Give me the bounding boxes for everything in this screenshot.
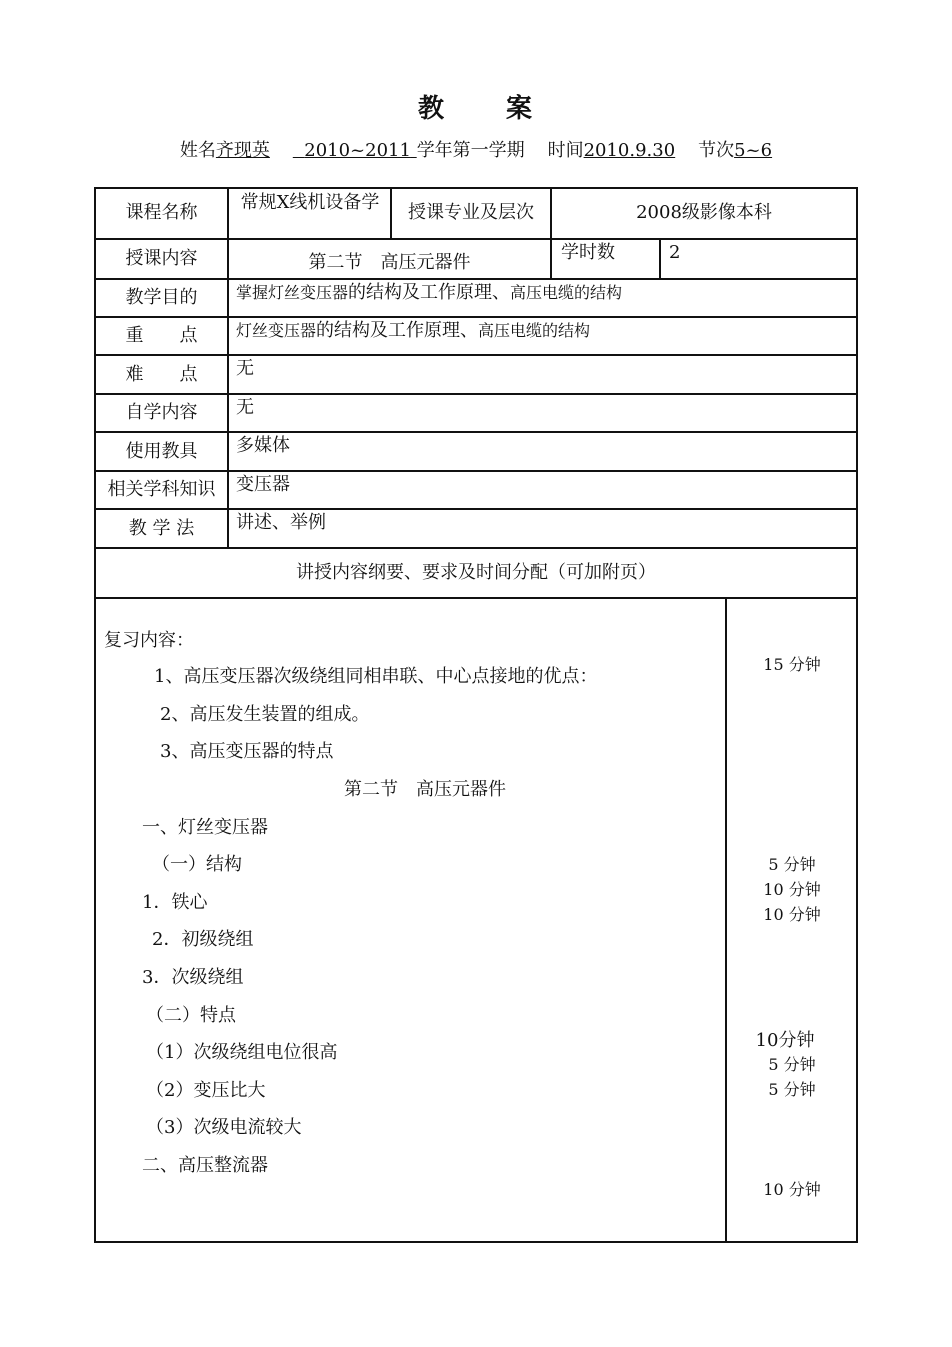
outline-item: 1．铁心: [142, 892, 208, 913]
period-label: 节次: [698, 140, 735, 161]
major-value: 2008级影像本科: [636, 202, 772, 223]
related-knowledge-value: 变压器: [236, 474, 290, 495]
tools-value: 多媒体: [236, 435, 290, 456]
col-divider: [550, 187, 552, 279]
outline-item: （3）次级电流较大: [146, 1117, 302, 1138]
self-study-value: 无: [236, 397, 254, 418]
header-info: [0, 136, 952, 162]
row-divider: [94, 470, 858, 472]
review-item-2: 2、高压发生装置的组成。: [160, 704, 370, 725]
key-point-label: 重 点: [125, 325, 198, 346]
section-heading: 第二节 高压元器件: [344, 779, 506, 800]
row-divider: [94, 431, 858, 433]
time-allocation: 5 分钟: [768, 1055, 816, 1074]
time-allocation: 15 分钟: [763, 655, 821, 674]
review-item-1: 1、高压变压器次级绕组同相串联、中心点接地的优点：: [154, 666, 598, 687]
tools-label: 使用教具: [125, 441, 198, 462]
outline-item: 2．初级绕组: [152, 929, 254, 950]
title-char-2: 案: [506, 94, 535, 124]
key-point-value: 灯丝变压器的结构及工作原理、高压电缆的结构: [236, 320, 591, 341]
term-year: 2010~2011: [304, 140, 411, 161]
row-divider: [94, 354, 858, 356]
outline-item: （1）次级绕组电位很高: [146, 1042, 338, 1063]
content-value: 第二节 高压元器件: [308, 252, 471, 273]
review-item-3: 3、高压变压器的特点: [160, 741, 334, 762]
related-knowledge-label: 相关学科知识: [107, 479, 216, 500]
term-text: 学年第一学期: [416, 140, 525, 161]
outline-item: 3．次级绕组: [142, 967, 244, 988]
document-title: [0, 88, 952, 125]
time-allocation: 10分钟: [755, 1030, 815, 1051]
time-allocation: 5 分钟: [768, 1080, 816, 1099]
row-divider: [94, 278, 858, 280]
review-heading: 复习内容：: [104, 630, 194, 651]
outline-item: （2）变压比大: [146, 1080, 266, 1101]
difficulty-value: 无: [236, 358, 254, 379]
time-allocation: 10 分钟: [763, 1180, 821, 1199]
col-divider: [227, 187, 229, 548]
major-label: 授课专业及层次: [408, 202, 534, 223]
outline-item: （一）结构: [152, 854, 242, 875]
course-name-value: 常规X线机设备学: [240, 192, 380, 213]
title-char-1: 教: [417, 94, 446, 124]
goal-label: 教学目的: [125, 287, 198, 308]
teacher-name: 齐现英: [215, 140, 270, 161]
row-divider: [94, 547, 858, 549]
course-name-label: 课程名称: [125, 202, 198, 223]
hours-value: 2: [669, 242, 681, 263]
row-divider: [94, 316, 858, 318]
time-allocation: 5 分钟: [768, 855, 816, 874]
outline-header: 讲授内容纲要、要求及时间分配（可加附页）: [296, 562, 656, 583]
name-label: 姓名: [179, 140, 216, 161]
teaching-method-label: 教 学 法: [128, 518, 195, 539]
row-divider: [94, 238, 858, 240]
difficulty-label: 难 点: [125, 364, 198, 385]
col-divider: [659, 239, 661, 279]
outline-item: 一、灯丝变压器: [142, 817, 268, 838]
content-label: 授课内容: [125, 248, 198, 269]
row-divider: [94, 393, 858, 395]
hours-label: 学时数: [561, 242, 615, 263]
goal-value: 掌握灯丝变压器的结构及工作原理、高压电缆的结构: [236, 282, 623, 303]
row-divider: [94, 508, 858, 510]
lesson-period: 5~6: [734, 140, 773, 161]
time-allocation: 10 分钟: [763, 880, 821, 899]
outline-item: （二）特点: [146, 1005, 236, 1026]
self-study-label: 自学内容: [125, 402, 198, 423]
time-label: 时间: [547, 140, 584, 161]
row-divider: [94, 597, 858, 599]
outline-item: 二、高压整流器: [142, 1155, 268, 1176]
teaching-method-value: 讲述、举例: [236, 512, 326, 533]
lesson-date: 2010.9.30: [583, 140, 676, 161]
time-allocation: 10 分钟: [763, 905, 821, 924]
